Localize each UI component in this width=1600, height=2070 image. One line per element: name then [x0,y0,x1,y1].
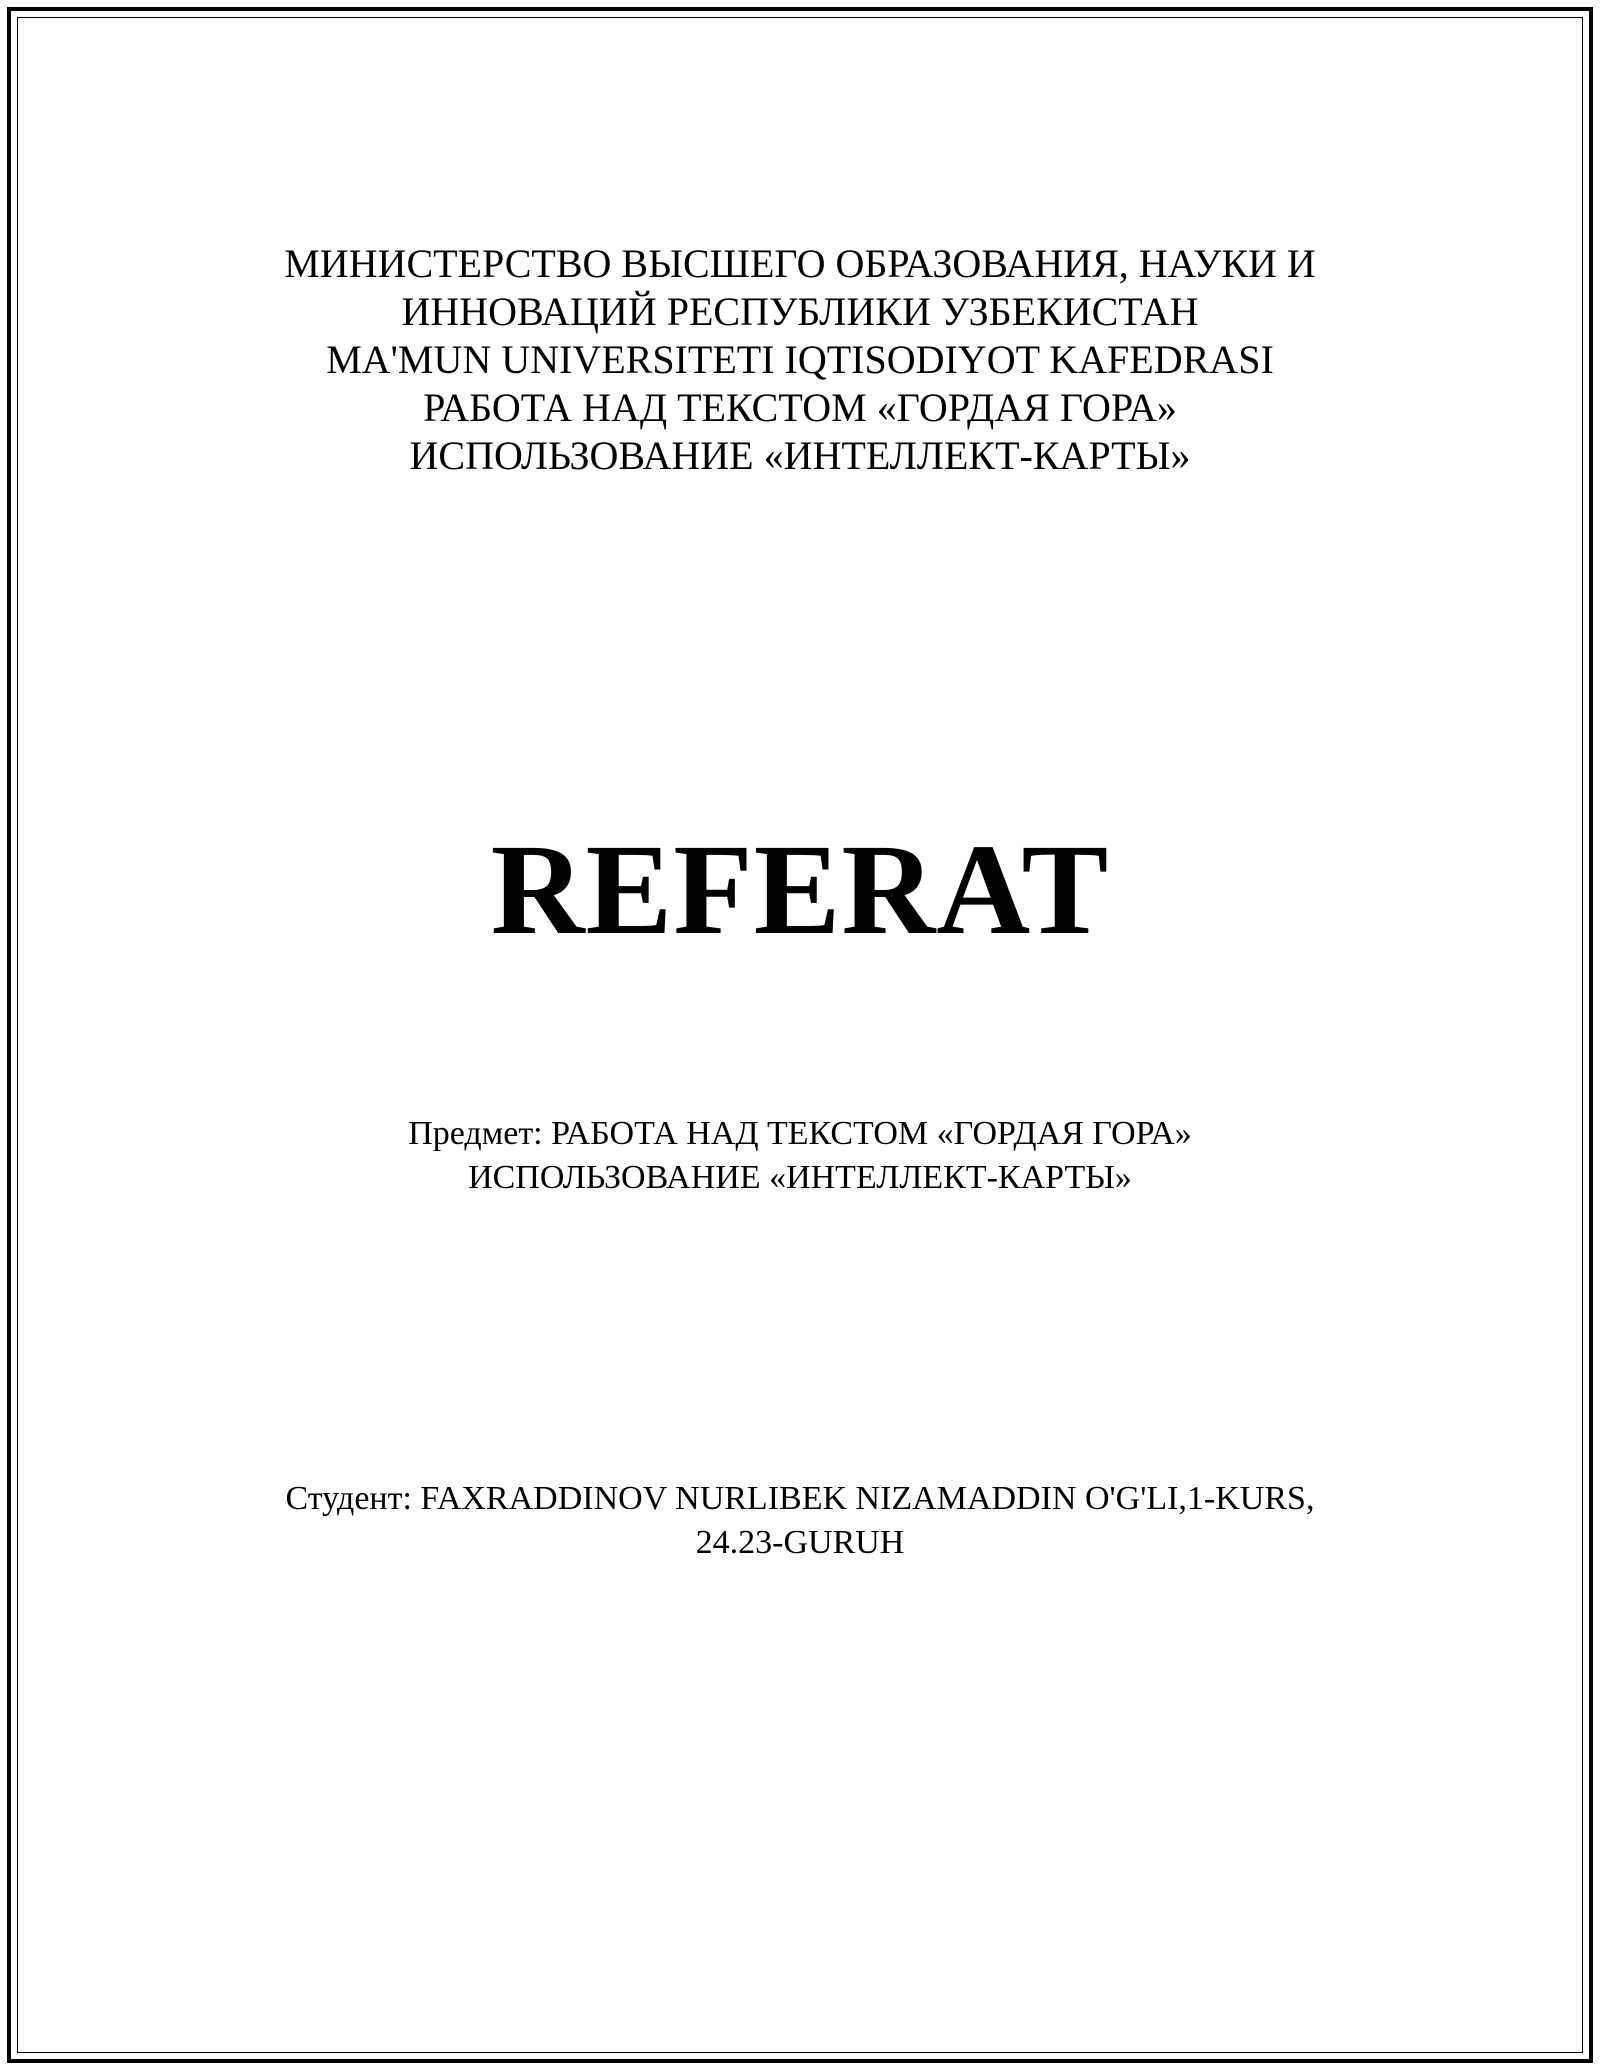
header-line-topic-1: РАБОТА НАД ТЕКСТОМ «ГОРДАЯ ГОРА» [423,385,1177,430]
student-line-1: Студент: FAXRADDINOV NURLIBEK NIZAMADDIN O'G'LI,1-KURS, [285,1480,1315,1517]
student-line-2: 24.23-GURUH [695,1524,905,1561]
header-block [0,240,1600,480]
header-line-university: MA'MUN UNIVERSITETI IQTISODIYOT KAFEDRASI [326,337,1274,382]
subject-line-1: Предмет: РАБОТА НАД ТЕКСТОМ «ГОРДАЯ ГОРА» [408,1115,1192,1152]
header-line-topic-2: ИСПОЛЬЗОВАНИЕ «ИНТЕЛЛЕКТ-КАРТЫ» [409,433,1191,478]
subject-block [0,1112,1600,1200]
document-title: REFERAT [490,818,1110,962]
header-line-ministry-1: МИНИСТЕРСТВО ВЫСШЕГО ОБРАЗОВАНИЯ, НАУКИ И [284,241,1316,286]
subject-line-2: ИСПОЛЬЗОВАНИЕ «ИНТЕЛЛЕКТ-КАРТЫ» [468,1159,1132,1196]
student-block [0,1477,1600,1565]
header-line-ministry-2: ИННОВАЦИЙ РЕСПУБЛИКИ УЗБЕКИСТАН [401,289,1199,334]
